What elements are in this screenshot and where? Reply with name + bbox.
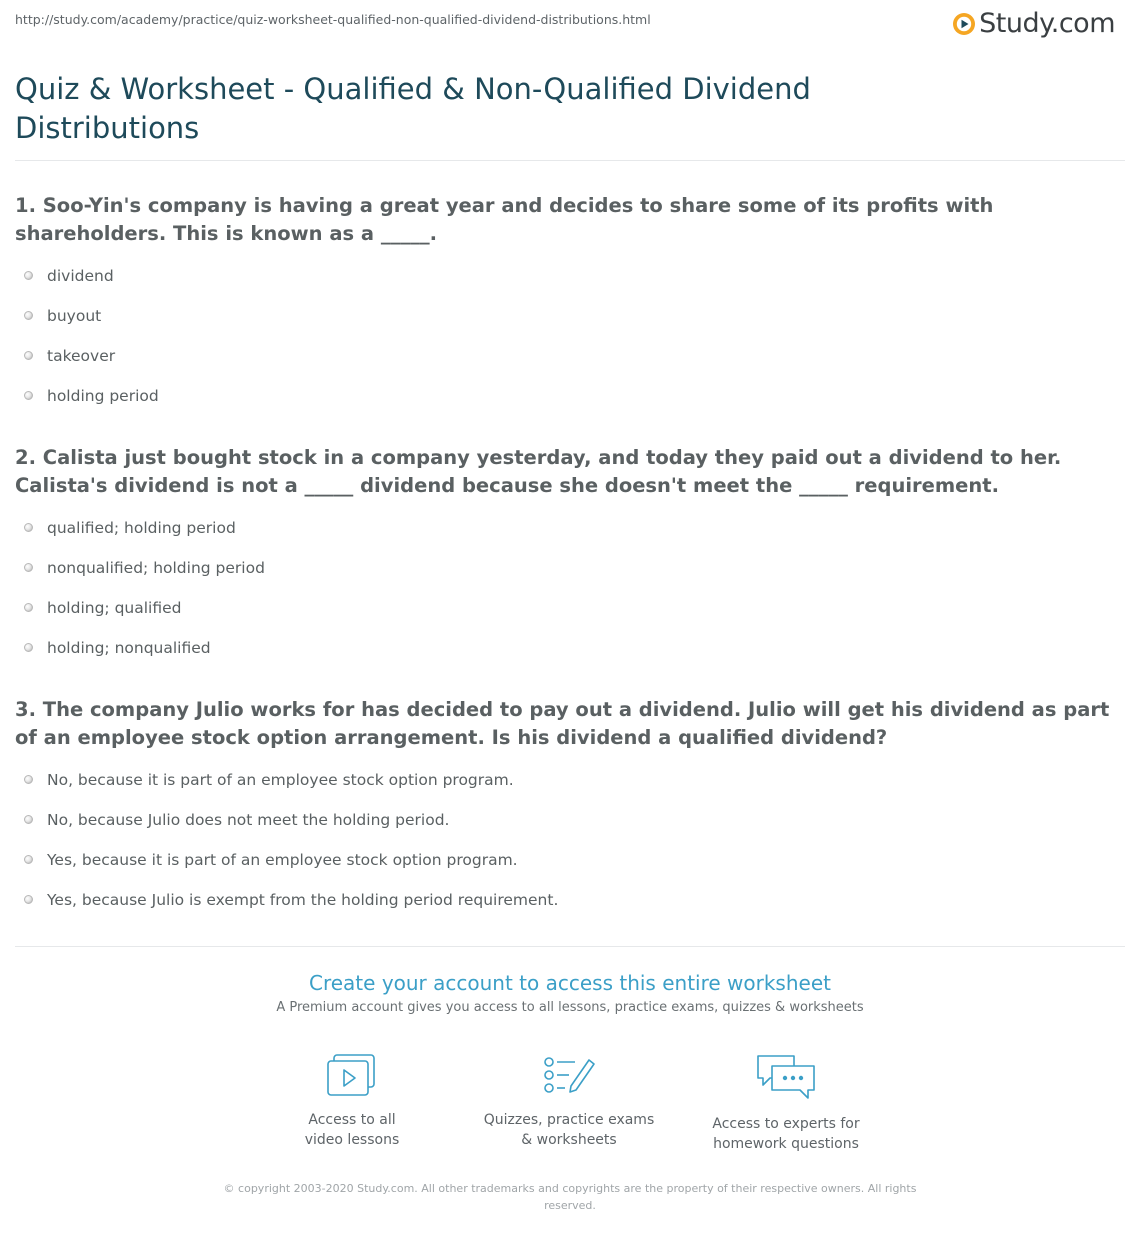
page-url[interactable]: http://study.com/academy/practice/quiz-worksheet-qualified-non-qualified-dividend-distributions.html bbox=[15, 12, 651, 27]
radio-button[interactable] bbox=[24, 895, 33, 904]
question-text: 3. The company Julio works for has decided to pay out a dividend. Julio will get his dividend as part of an employee stock option arrangement. Is his dividend a qualified dividend? bbox=[15, 698, 1110, 749]
answer-option[interactable] bbox=[15, 296, 1127, 336]
option-label: buyout bbox=[47, 307, 102, 325]
question-3 bbox=[15, 696, 1127, 920]
video-lessons-icon bbox=[324, 1052, 380, 1098]
play-circle-icon bbox=[952, 12, 976, 36]
option-label: No, because it is part of an employee stock option program. bbox=[47, 771, 514, 789]
option-label: holding period bbox=[47, 387, 159, 405]
option-label: No, because Julio does not meet the holding period. bbox=[47, 811, 450, 829]
answer-options bbox=[15, 256, 1127, 416]
answer-option[interactable] bbox=[15, 256, 1127, 296]
radio-button[interactable] bbox=[24, 603, 33, 612]
studycom-logo[interactable] bbox=[952, 8, 1115, 39]
answer-option[interactable] bbox=[15, 588, 1127, 628]
answer-options bbox=[15, 760, 1127, 920]
option-label: Yes, because it is part of an employee stock option program. bbox=[47, 851, 518, 869]
questions-divider bbox=[15, 946, 1125, 947]
question-2 bbox=[15, 444, 1127, 668]
signup-cta bbox=[0, 971, 1140, 1015]
option-label: holding; qualified bbox=[47, 599, 182, 617]
title-divider bbox=[15, 160, 1125, 161]
option-label: nonqualified; holding period bbox=[47, 559, 265, 577]
feature-label-line1: Access to experts for bbox=[712, 1116, 860, 1132]
feature-label-line1: Quizzes, practice exams bbox=[483, 1112, 655, 1128]
question-1 bbox=[15, 192, 1127, 416]
cta-subtitle: A Premium account gives you access to all lessons, practice exams, quizzes & worksheets bbox=[276, 1000, 864, 1015]
radio-button[interactable] bbox=[24, 271, 33, 280]
radio-button[interactable] bbox=[24, 855, 33, 864]
answer-option[interactable] bbox=[15, 508, 1127, 548]
feature-label-line2: video lessons bbox=[304, 1132, 400, 1148]
question-text: 1. Soo-Yin's company is having a great year and decides to share some of its profits with shareholders. This is known as a _____. bbox=[15, 194, 994, 245]
option-label: Yes, because Julio is exempt from the holding period requirement. bbox=[47, 891, 559, 909]
answer-option[interactable] bbox=[15, 628, 1127, 668]
option-label: qualified; holding period bbox=[47, 519, 236, 537]
copyright-notice: © copyright 2003-2020 Study.com. All other trademarks and copyrights are the property of their respective owners. All rights reserved. bbox=[223, 1182, 917, 1212]
option-label: takeover bbox=[47, 347, 116, 365]
answer-option[interactable] bbox=[15, 336, 1127, 376]
answer-option[interactable] bbox=[15, 880, 1127, 920]
radio-button[interactable] bbox=[24, 775, 33, 784]
answer-option[interactable] bbox=[15, 376, 1127, 416]
feature-video-lessons bbox=[262, 1052, 442, 1150]
radio-button[interactable] bbox=[24, 563, 33, 572]
answer-option[interactable] bbox=[15, 548, 1127, 588]
question-text: 2. Calista just bought stock in a company yesterday, and today they paid out a dividend to her. Calista's dividend is not a _____ dividend because she doesn't meet the _____ requirement. bbox=[15, 446, 1062, 497]
feature-experts bbox=[696, 1052, 876, 1154]
top-bar bbox=[15, 8, 1125, 42]
option-label: holding; nonqualified bbox=[47, 639, 211, 657]
answer-options bbox=[15, 508, 1127, 668]
option-label: dividend bbox=[47, 267, 114, 285]
cta-title-link[interactable]: Create your account to access this entire worksheet bbox=[309, 971, 831, 995]
feature-quizzes bbox=[479, 1052, 659, 1150]
logo-text: Study.com bbox=[979, 8, 1115, 39]
radio-button[interactable] bbox=[24, 311, 33, 320]
radio-button[interactable] bbox=[24, 523, 33, 532]
chat-bubbles-icon bbox=[754, 1052, 818, 1102]
feature-label-line2: & worksheets bbox=[521, 1132, 617, 1148]
answer-option[interactable] bbox=[15, 800, 1127, 840]
radio-button[interactable] bbox=[24, 815, 33, 824]
quiz-checklist-icon bbox=[541, 1052, 597, 1098]
answer-option[interactable] bbox=[15, 840, 1127, 880]
answer-option[interactable] bbox=[15, 760, 1127, 800]
radio-button[interactable] bbox=[24, 351, 33, 360]
page-title: Quiz & Worksheet - Qualified & Non-Qualified Dividend Distributions bbox=[15, 72, 811, 145]
radio-button[interactable] bbox=[24, 643, 33, 652]
radio-button[interactable] bbox=[24, 391, 33, 400]
feature-label-line1: Access to all bbox=[308, 1112, 396, 1128]
feature-label-line2: homework questions bbox=[713, 1136, 859, 1152]
